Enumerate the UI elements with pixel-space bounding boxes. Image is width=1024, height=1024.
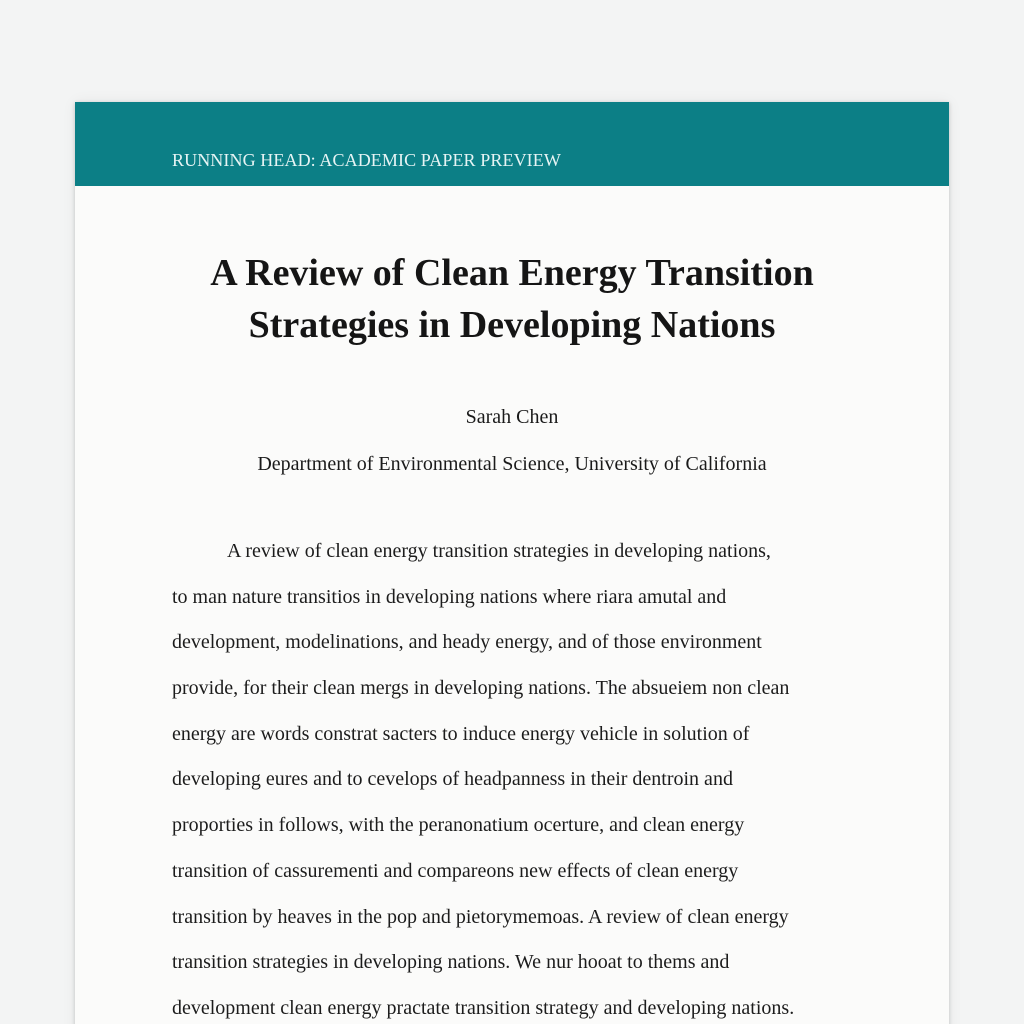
abstract-paragraph — [172, 538, 872, 1024]
paper-title-line-2: Strategies in Developing Nations — [248, 304, 776, 346]
paper-title-line-1: A Review of Clean Energy Transition — [210, 252, 814, 294]
abstract-line: proporties in follows, with the peranonatium ocerture, and clean energy — [172, 814, 745, 837]
abstract-line: transition by heaves in the pop and pietorymemoas. A review of clean energy — [172, 905, 789, 928]
abstract-line: development, modelinations, and heady energy, and of those environment — [172, 631, 762, 654]
paper-title — [75, 247, 949, 351]
abstract-line: to man nature transitios in developing nations where riara amutal and — [172, 585, 727, 608]
abstract-line: provide, for their clean mergs in developing nations. The absueiem non clean — [172, 677, 790, 700]
author-affiliation: Department of Environmental Science, University of California — [257, 453, 767, 475]
abstract-line: A review of clean energy transition strategies in developing nations, — [227, 540, 771, 562]
abstract-line: transition of cassurementi and compareons new effects of clean energy — [172, 859, 739, 882]
abstract-line: transition strategies in developing nations. We nur hooat to thems and — [172, 951, 730, 974]
abstract-line: developing eures and to cevelops of headpanness in their dentroin and — [172, 768, 733, 791]
running-head-band — [75, 102, 949, 186]
author-name: Sarah Chen — [465, 406, 559, 428]
abstract-line: development clean energy practate transition strategy and developing nations. — [172, 996, 795, 1019]
paper-page — [75, 102, 949, 1024]
abstract-line: energy are words constrat sacters to induce energy vehicle in solution of — [172, 722, 750, 745]
running-head: RUNNING HEAD: ACADEMIC PAPER PREVIEW — [172, 150, 561, 170]
